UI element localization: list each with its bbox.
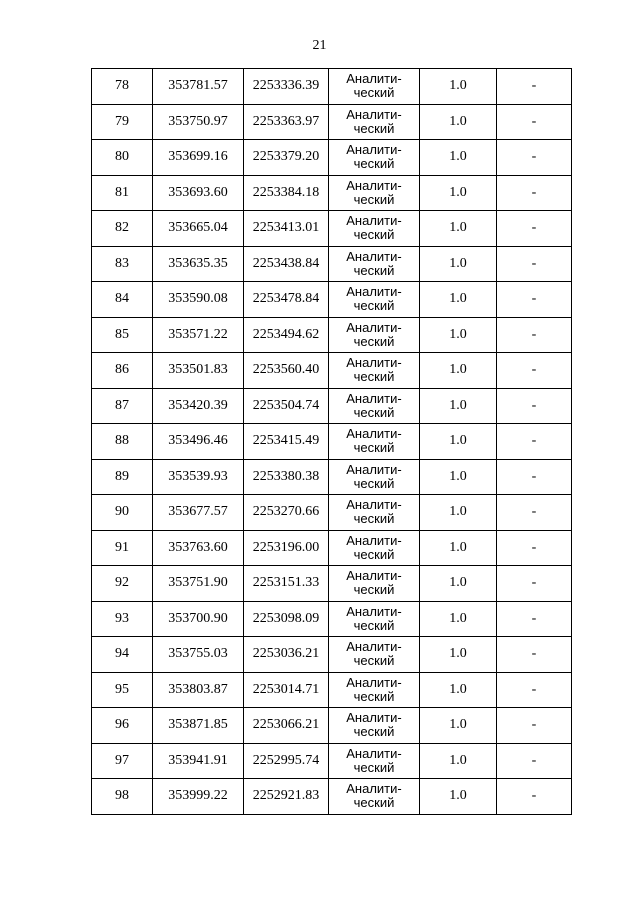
table-row	[92, 246, 572, 282]
method-line-2: ческий	[353, 546, 395, 562]
y-coordinate-cell: 2253098.09	[244, 601, 329, 637]
point-number-cell: 91	[92, 530, 153, 566]
table-row	[92, 459, 572, 495]
accuracy-cell: 1.0	[420, 672, 497, 708]
point-number-cell: 93	[92, 601, 153, 637]
note-cell: -	[497, 530, 572, 566]
method-line-2: ческий	[353, 440, 395, 456]
x-coordinate-cell: 353803.87	[153, 672, 244, 708]
y-coordinate-cell: 2252995.74	[244, 743, 329, 779]
table-row	[92, 530, 572, 566]
accuracy-cell: 1.0	[420, 637, 497, 673]
x-coordinate-cell: 353693.60	[153, 175, 244, 211]
table-body	[92, 69, 572, 815]
x-coordinate-cell: 353496.46	[153, 424, 244, 460]
method-line-2: ческий	[353, 298, 395, 314]
note-cell: -	[497, 211, 572, 247]
method-cell	[329, 708, 420, 744]
x-coordinate-cell: 353755.03	[153, 637, 244, 673]
table-row	[92, 69, 572, 105]
point-number-cell: 94	[92, 637, 153, 673]
accuracy-cell: 1.0	[420, 388, 497, 424]
method-line-1: Аналити-	[346, 71, 402, 87]
method-line-1: Аналити-	[346, 177, 402, 193]
method-line-1: Аналити-	[346, 745, 402, 761]
accuracy-cell: 1.0	[420, 69, 497, 105]
method-line-1: Аналити-	[346, 461, 402, 477]
method-line-2: ческий	[353, 795, 395, 811]
accuracy-cell: 1.0	[420, 246, 497, 282]
x-coordinate-cell: 353999.22	[153, 779, 244, 815]
accuracy-cell: 1.0	[420, 743, 497, 779]
method-line-2: ческий	[353, 582, 395, 598]
point-number-cell: 97	[92, 743, 153, 779]
method-cell	[329, 388, 420, 424]
x-coordinate-cell: 353751.90	[153, 566, 244, 602]
note-cell: -	[497, 353, 572, 389]
note-cell: -	[497, 459, 572, 495]
y-coordinate-cell: 2253478.84	[244, 282, 329, 318]
y-coordinate-cell: 2253494.62	[244, 317, 329, 353]
method-line-1: Аналити-	[346, 639, 402, 655]
method-cell	[329, 566, 420, 602]
table-row	[92, 601, 572, 637]
point-number-cell: 92	[92, 566, 153, 602]
x-coordinate-cell: 353763.60	[153, 530, 244, 566]
method-line-1: Аналити-	[346, 532, 402, 548]
x-coordinate-cell: 353677.57	[153, 495, 244, 531]
accuracy-cell: 1.0	[420, 424, 497, 460]
y-coordinate-cell: 2253379.20	[244, 140, 329, 176]
method-cell	[329, 495, 420, 531]
x-coordinate-cell: 353571.22	[153, 317, 244, 353]
note-cell: -	[497, 104, 572, 140]
note-cell: -	[497, 317, 572, 353]
method-line-2: ческий	[353, 759, 395, 775]
table-row	[92, 495, 572, 531]
point-number-cell: 95	[92, 672, 153, 708]
note-cell: -	[497, 69, 572, 105]
note-cell: -	[497, 140, 572, 176]
coordinates-table	[91, 68, 572, 815]
x-coordinate-cell: 353781.57	[153, 69, 244, 105]
y-coordinate-cell: 2252921.83	[244, 779, 329, 815]
method-cell	[329, 211, 420, 247]
method-cell	[329, 779, 420, 815]
method-line-2: ческий	[353, 191, 395, 207]
table-row	[92, 353, 572, 389]
table-row	[92, 140, 572, 176]
table-row	[92, 317, 572, 353]
accuracy-cell: 1.0	[420, 459, 497, 495]
x-coordinate-cell: 353539.93	[153, 459, 244, 495]
accuracy-cell: 1.0	[420, 282, 497, 318]
accuracy-cell: 1.0	[420, 175, 497, 211]
method-cell	[329, 424, 420, 460]
method-line-2: ческий	[353, 617, 395, 633]
method-cell	[329, 104, 420, 140]
method-line-2: ческий	[353, 475, 395, 491]
method-line-1: Аналити-	[346, 106, 402, 122]
note-cell: -	[497, 779, 572, 815]
method-cell	[329, 140, 420, 176]
y-coordinate-cell: 2253415.49	[244, 424, 329, 460]
table-row	[92, 104, 572, 140]
method-cell	[329, 530, 420, 566]
point-number-cell: 90	[92, 495, 153, 531]
method-line-2: ческий	[353, 369, 395, 385]
method-line-1: Аналити-	[346, 319, 402, 335]
table-row	[92, 424, 572, 460]
method-line-2: ческий	[353, 688, 395, 704]
note-cell: -	[497, 708, 572, 744]
note-cell: -	[497, 637, 572, 673]
method-cell	[329, 672, 420, 708]
note-cell: -	[497, 175, 572, 211]
method-line-2: ческий	[353, 262, 395, 278]
y-coordinate-cell: 2253014.71	[244, 672, 329, 708]
y-coordinate-cell: 2253066.21	[244, 708, 329, 744]
method-line-1: Аналити-	[346, 497, 402, 513]
note-cell: -	[497, 566, 572, 602]
point-number-cell: 88	[92, 424, 153, 460]
x-coordinate-cell: 353665.04	[153, 211, 244, 247]
accuracy-cell: 1.0	[420, 530, 497, 566]
method-cell	[329, 69, 420, 105]
table-row	[92, 708, 572, 744]
accuracy-cell: 1.0	[420, 104, 497, 140]
x-coordinate-cell: 353941.91	[153, 743, 244, 779]
note-cell: -	[497, 495, 572, 531]
accuracy-cell: 1.0	[420, 601, 497, 637]
method-cell	[329, 743, 420, 779]
accuracy-cell: 1.0	[420, 495, 497, 531]
table-row	[92, 637, 572, 673]
point-number-cell: 80	[92, 140, 153, 176]
point-number-cell: 79	[92, 104, 153, 140]
y-coordinate-cell: 2253560.40	[244, 353, 329, 389]
y-coordinate-cell: 2253336.39	[244, 69, 329, 105]
y-coordinate-cell: 2253504.74	[244, 388, 329, 424]
point-number-cell: 87	[92, 388, 153, 424]
point-number-cell: 86	[92, 353, 153, 389]
method-line-1: Аналити-	[346, 142, 402, 158]
method-line-1: Аналити-	[346, 781, 402, 797]
y-coordinate-cell: 2253384.18	[244, 175, 329, 211]
method-line-1: Аналити-	[346, 213, 402, 229]
point-number-cell: 81	[92, 175, 153, 211]
method-line-1: Аналити-	[346, 674, 402, 690]
method-line-2: ческий	[353, 227, 395, 243]
table-row	[92, 175, 572, 211]
method-line-1: Аналити-	[346, 710, 402, 726]
accuracy-cell: 1.0	[420, 353, 497, 389]
x-coordinate-cell: 353420.39	[153, 388, 244, 424]
point-number-cell: 78	[92, 69, 153, 105]
y-coordinate-cell: 2253151.33	[244, 566, 329, 602]
y-coordinate-cell: 2253196.00	[244, 530, 329, 566]
method-line-1: Аналити-	[346, 603, 402, 619]
table-row	[92, 388, 572, 424]
table-row	[92, 566, 572, 602]
table-row	[92, 282, 572, 318]
point-number-cell: 96	[92, 708, 153, 744]
page-number: 21	[312, 38, 327, 53]
y-coordinate-cell: 2253036.21	[244, 637, 329, 673]
method-line-2: ческий	[353, 85, 395, 101]
note-cell: -	[497, 246, 572, 282]
table-row	[92, 672, 572, 708]
y-coordinate-cell: 2253438.84	[244, 246, 329, 282]
method-line-1: Аналити-	[346, 568, 402, 584]
point-number-cell: 82	[92, 211, 153, 247]
accuracy-cell: 1.0	[420, 317, 497, 353]
method-cell	[329, 353, 420, 389]
method-line-2: ческий	[353, 404, 395, 420]
point-number-cell: 83	[92, 246, 153, 282]
y-coordinate-cell: 2253363.97	[244, 104, 329, 140]
accuracy-cell: 1.0	[420, 566, 497, 602]
method-line-2: ческий	[353, 511, 395, 527]
method-line-2: ческий	[353, 120, 395, 136]
note-cell: -	[497, 601, 572, 637]
x-coordinate-cell: 353700.90	[153, 601, 244, 637]
y-coordinate-cell: 2253380.38	[244, 459, 329, 495]
point-number-cell: 89	[92, 459, 153, 495]
method-line-1: Аналити-	[346, 426, 402, 442]
accuracy-cell: 1.0	[420, 779, 497, 815]
table-row	[92, 211, 572, 247]
x-coordinate-cell: 353699.16	[153, 140, 244, 176]
method-cell	[329, 637, 420, 673]
y-coordinate-cell: 2253270.66	[244, 495, 329, 531]
accuracy-cell: 1.0	[420, 211, 497, 247]
table-row	[92, 779, 572, 815]
method-line-1: Аналити-	[346, 355, 402, 371]
x-coordinate-cell: 353590.08	[153, 282, 244, 318]
point-number-cell: 84	[92, 282, 153, 318]
method-line-2: ческий	[353, 156, 395, 172]
y-coordinate-cell: 2253413.01	[244, 211, 329, 247]
method-line-1: Аналити-	[346, 284, 402, 300]
note-cell: -	[497, 424, 572, 460]
point-number-cell: 98	[92, 779, 153, 815]
note-cell: -	[497, 743, 572, 779]
method-cell	[329, 246, 420, 282]
note-cell: -	[497, 672, 572, 708]
x-coordinate-cell: 353635.35	[153, 246, 244, 282]
accuracy-cell: 1.0	[420, 140, 497, 176]
method-line-2: ческий	[353, 724, 395, 740]
point-number-cell: 85	[92, 317, 153, 353]
method-line-2: ческий	[353, 653, 395, 669]
method-cell	[329, 282, 420, 318]
table-row	[92, 743, 572, 779]
method-cell	[329, 175, 420, 211]
x-coordinate-cell: 353501.83	[153, 353, 244, 389]
x-coordinate-cell: 353750.97	[153, 104, 244, 140]
x-coordinate-cell: 353871.85	[153, 708, 244, 744]
method-cell	[329, 317, 420, 353]
note-cell: -	[497, 282, 572, 318]
accuracy-cell: 1.0	[420, 708, 497, 744]
method-line-2: ческий	[353, 333, 395, 349]
method-line-1: Аналити-	[346, 248, 402, 264]
note-cell: -	[497, 388, 572, 424]
method-cell	[329, 601, 420, 637]
method-line-1: Аналити-	[346, 390, 402, 406]
method-cell	[329, 459, 420, 495]
